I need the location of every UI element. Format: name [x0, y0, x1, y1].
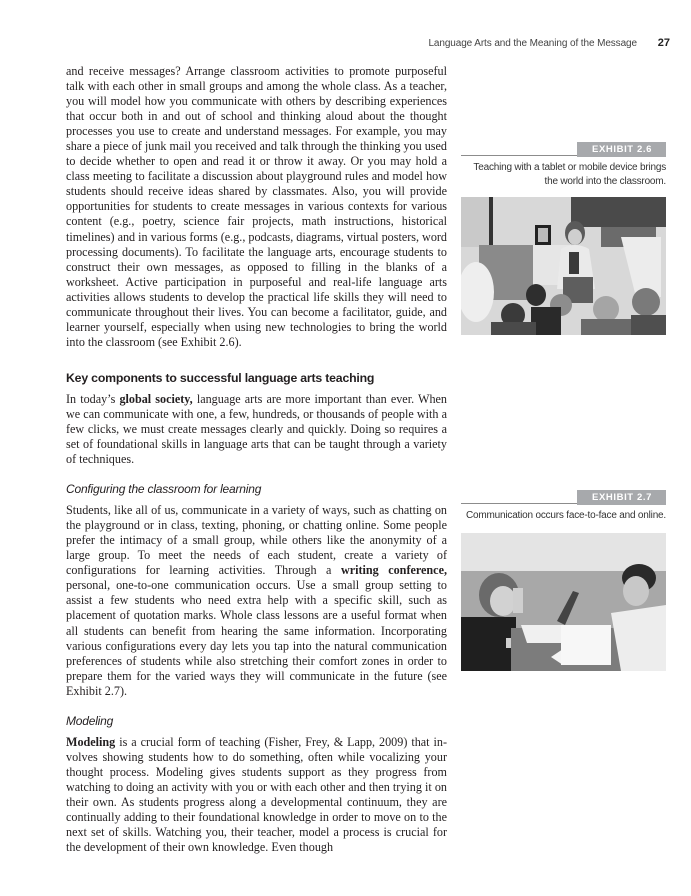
heading-modeling: Modeling: [66, 713, 114, 728]
exhibit-caption: Teaching with a tablet or mobile device brings the world into the classroom.: [473, 162, 666, 187]
paragraph-configuring: Students, like all of us, communicate in a variety of ways, such as chatting on the playground or in class, texting, phoning, or chatting online. Some people prefer the intimacy of a small group, while others like the anonymity of a large group. To meet the needs of each student, create a variety of configurations for learning activities. Through a writing conference, personal, one-to-one communication occurs. Use a small group setting to assist a few students who need extra help with a specific skill, such as placement of quotation marks. Whole class lessons are a useful format when all students can benefit from hearing the same information. Incorporating various configurations every day lets you tap into the natural communication preferences of students while also stretching their comfort zones in order to prepare them for the varied ways they will communicate in the future (see Exhibit 2.7).: [66, 503, 447, 698]
exhibit-caption: Communication occurs face-to-face and online.: [466, 510, 666, 521]
exhibit-2-6: [461, 139, 666, 335]
photo-teacher-reading-icon: [461, 197, 666, 335]
term-writing-conference: writing conference,: [340, 563, 447, 578]
main-text-column: [66, 64, 447, 855]
heading-key-components: Key components to successful language arts teaching: [66, 370, 375, 385]
heading-configuring-classroom: Configuring the classroom for learning: [66, 482, 262, 497]
exhibit-label: EXHIBIT 2.6: [577, 142, 666, 157]
term-modeling: Modeling: [66, 734, 116, 749]
term-global-society: global society,: [119, 391, 193, 406]
exhibit-photo-teacher-tablet: [461, 197, 666, 335]
running-head-title: Language Arts and the Meaning of the Message: [428, 38, 637, 49]
paragraph-intro: and receive messages? Arrange classroom activities to promote purposeful talk with each other in small groups and among the whole class. As a teacher, you will model how you communicate with others by describing experiences that occur both in and out of school and thinking aloud about the thought processes you use to create and understand messages. For example, you may share a piece of junk mail you received and talk through the thinking you used to decide whether to open and read it or throw it away. Or you may hold a class meeting to facilitate a discussion about playground rules and model how students should receive ideas shared by classmates. Also, you will provide opportunities for students to create messages in various contexts for various content (e.g., poetry, science fair projects, math instructions, historical timelines) and in various forms (e.g., podcasts, diagrams, virtual posters, word processing documents). To facilitate the language arts, encourage students to construct their own messages, as opposed to filling in the blanks of a worksheet. Active participation in purposeful and real-life language arts activities allows students to develop the practical life skills they will need to communicate throughout their lives. You can become a facilitator, guide, and learner yourself, especially when using new technologies to bring the world into the classroom (see Exhibit 2.6).: [66, 64, 448, 349]
photo-students-laptops-icon: [461, 533, 666, 671]
running-head: [380, 37, 670, 51]
page-number: 27: [657, 37, 670, 49]
exhibit-photo-students-laptops: [461, 533, 666, 671]
paragraph-modeling: Modeling is a crucial form of teaching (Fisher, Frey, & Lapp, 2009) that involves showing students how to do something, often while vocalizing your thought process. Modeling gives students support as they progress from watching to doing an activity with you or with each other and then trying it on their own. As students progress along a developmental continuum, they are continually adding to their foundational knowledge in order to move on to the next set of skills. Watching you, their teacher, model a process is crucial for the development of their own knowledge. Even though: [66, 734, 447, 855]
exhibit-label: EXHIBIT 2.7: [577, 490, 666, 505]
exhibit-2-7: [461, 487, 666, 671]
paragraph-global-society: In today’s global society, language arts are more important than ever. When we can communicate with one, a few, hundreds, or thousands of people with a few clicks, we must create messages clearly and quickly. Doing so requires a set of foundational skills in language arts that can be taught through a variety of techniques.: [66, 391, 447, 467]
